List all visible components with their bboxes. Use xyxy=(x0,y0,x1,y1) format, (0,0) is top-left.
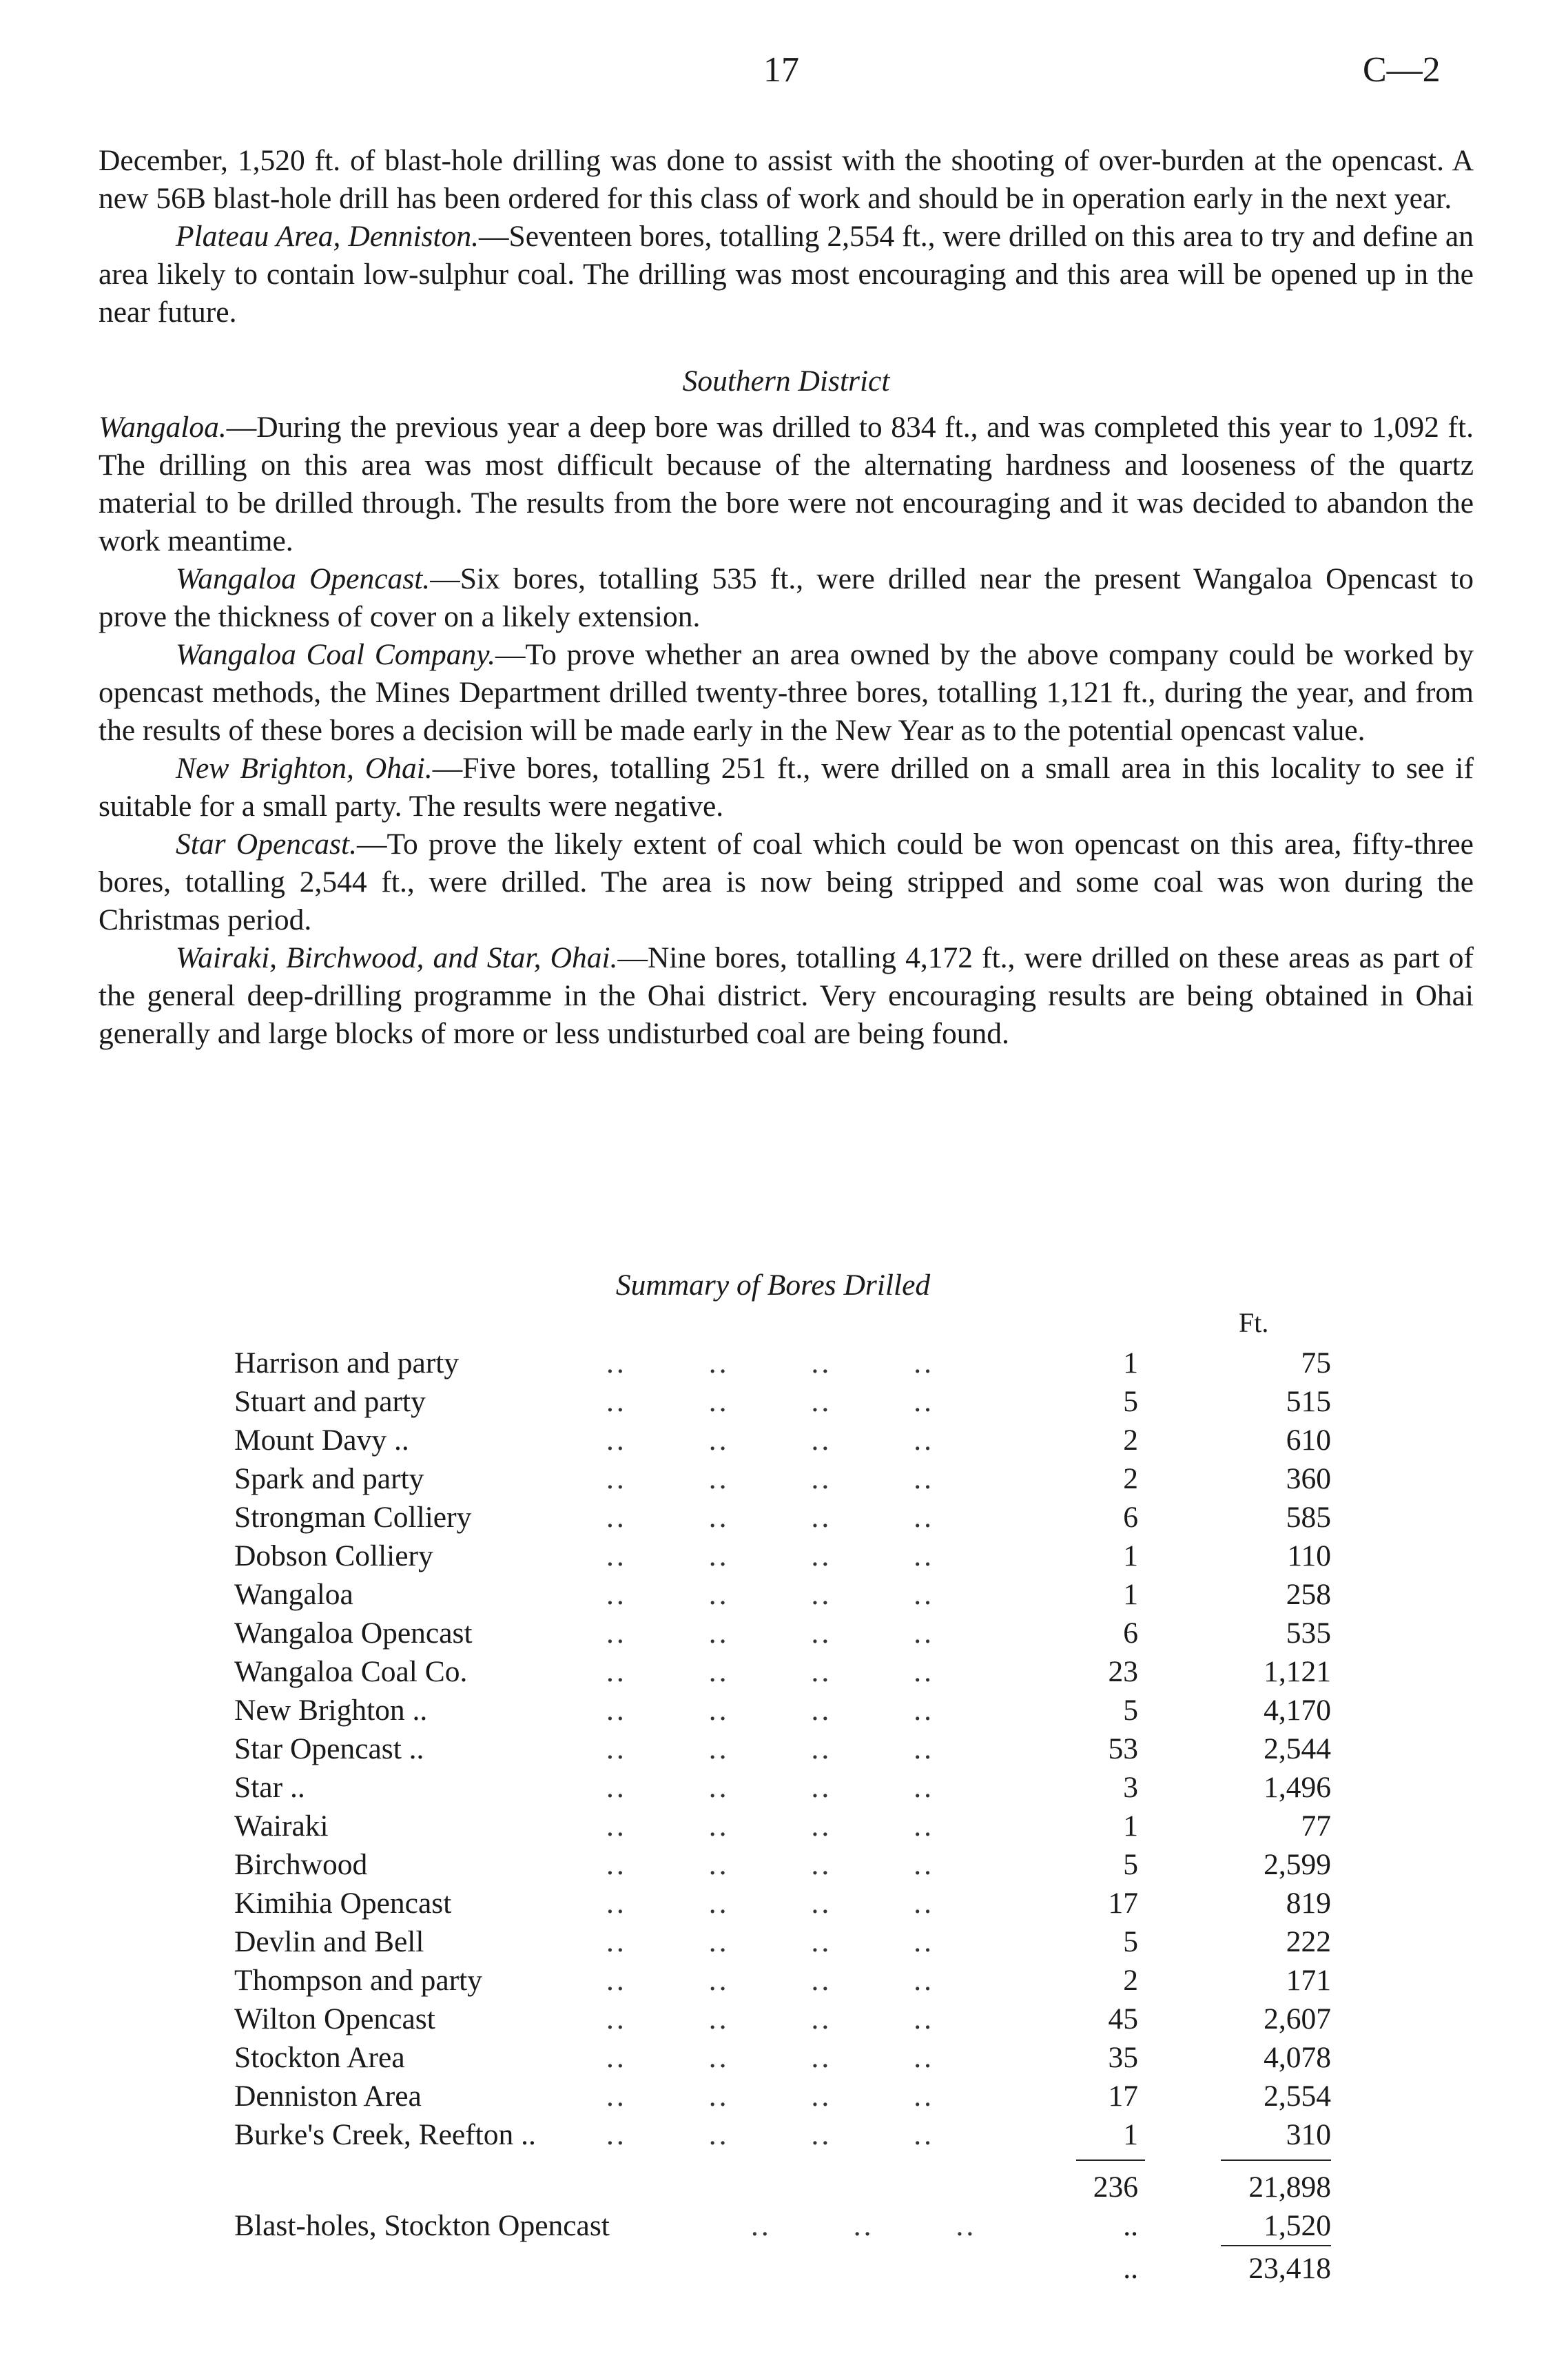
text-plateau: —Seventeen bores, totalling 2,554 ft., were drilled on this area to try and define an area likely to contain low-sulphur coal. The drilling was most encouraging and this area will be opened up in the near future. xyxy=(99,220,1474,329)
row-bores: 17 xyxy=(1108,1887,1138,1920)
row-bores: 1 xyxy=(1123,1346,1138,1379)
blast-holes-label: Blast-holes, Stockton Opencast xyxy=(234,2209,610,2242)
row-leader-dots: .. .. .. .. xyxy=(606,1925,934,1958)
lead-new-brighton: New Brighton, Ohai. xyxy=(176,752,433,785)
row-name: Denniston Area xyxy=(234,2080,422,2113)
row-feet: 310 xyxy=(1286,2118,1331,2151)
subtotal-feet: 21,898 xyxy=(1248,2171,1331,2204)
row-bores: 3 xyxy=(1123,1771,1138,1804)
row-name: Harrison and party xyxy=(234,1346,460,1379)
table-row xyxy=(0,1344,1546,1382)
page-number: 17 xyxy=(763,50,799,90)
row-name: Star Opencast .. xyxy=(234,1732,424,1765)
row-bores: 2 xyxy=(1123,1462,1138,1495)
row-name: Mount Davy .. xyxy=(234,1424,409,1457)
text-wangaloa-coal-company: —To prove whether an area owned by the above company could be worked by opencast methods, the Mines Department drilled twenty-three bores, totalling 1,121 ft., during the year, and from the results of these bores a decision will be made early in the New Year as to the potential opencast value. xyxy=(99,638,1474,747)
row-bores: 1 xyxy=(1123,2118,1138,2151)
row-name: Wilton Opencast xyxy=(234,2002,435,2035)
row-name: Burke's Creek, Reefton .. xyxy=(234,2118,536,2151)
row-feet: 1,121 xyxy=(1264,1655,1331,1688)
paragraph-wangaloa-opencast xyxy=(99,560,1474,636)
table-row xyxy=(0,1807,1546,1845)
heading-southern-district: Southern District xyxy=(682,365,890,398)
paragraph-december: December, 1,520 ft. of blast-hole drilling was done to assist with the shooting of over-burden at the opencast. A new 56B blast-hole drill has been ordered for this class of work and should be in operation early in the next year. xyxy=(99,144,1474,215)
row-bores: 1 xyxy=(1123,1809,1138,1843)
row-name: Devlin and Bell xyxy=(234,1925,424,1958)
row-bores: 53 xyxy=(1108,1732,1138,1765)
table-row xyxy=(0,1575,1546,1614)
row-leader-dots: .. .. .. .. xyxy=(606,1732,934,1765)
row-bores: 6 xyxy=(1123,1617,1138,1650)
row-bores: 5 xyxy=(1123,1694,1138,1727)
row-feet: 4,078 xyxy=(1264,2041,1331,2074)
row-feet: 75 xyxy=(1301,1346,1331,1379)
row-bores: 45 xyxy=(1108,2002,1138,2035)
table-row xyxy=(0,1845,1546,1884)
row-name: Wairaki xyxy=(234,1809,329,1843)
grand-total-feet: 23,418 xyxy=(1248,2252,1331,2285)
row-bores: 2 xyxy=(1123,1964,1138,1997)
table-row xyxy=(0,1961,1546,2000)
row-leader-dots: .. .. .. .. xyxy=(606,1501,934,1534)
row-name: Stockton Area xyxy=(234,2041,405,2074)
table-row xyxy=(0,2000,1546,2038)
row-feet: 819 xyxy=(1286,1887,1331,1920)
subtotal-rule-feet xyxy=(1221,2160,1331,2161)
body-text xyxy=(99,142,1474,1053)
row-name: Wangaloa Opencast xyxy=(234,1617,473,1650)
table-row xyxy=(0,1922,1546,1961)
row-bores: 35 xyxy=(1108,2041,1138,2074)
row-feet: 515 xyxy=(1286,1385,1331,1418)
lead-wairaki: Wairaki, Birchwood, and Star, Ohai. xyxy=(176,941,618,974)
row-feet: 171 xyxy=(1286,1964,1331,1997)
row-feet: 4,170 xyxy=(1264,1694,1331,1727)
table-row xyxy=(0,2115,1546,2154)
table-row xyxy=(0,1652,1546,1691)
row-feet: 258 xyxy=(1286,1578,1331,1611)
blast-holes-bores: .. xyxy=(1123,2209,1138,2242)
lead-wangaloa-opencast: Wangaloa Opencast. xyxy=(176,562,431,595)
paragraph-star-opencast xyxy=(99,825,1474,939)
row-leader-dots: .. .. .. .. xyxy=(606,1346,934,1379)
table-row xyxy=(0,1614,1546,1652)
row-name: New Brighton .. xyxy=(234,1694,428,1727)
row-leader-dots: .. .. .. .. xyxy=(606,1771,934,1804)
row-name: Dobson Colliery xyxy=(234,1539,433,1572)
row-feet: 77 xyxy=(1301,1809,1331,1843)
row-feet: 222 xyxy=(1286,1925,1331,1958)
row-feet: 2,544 xyxy=(1264,1732,1331,1765)
subtotal-bores: 236 xyxy=(1093,2171,1138,2204)
blast-holes-feet: 1,520 xyxy=(1264,2209,1331,2242)
row-name: Star .. xyxy=(234,1771,305,1804)
row-name: Wangaloa xyxy=(234,1578,353,1611)
grand-total-bores: .. xyxy=(1123,2252,1138,2285)
text-new-brighton: —Five bores, totalling 251 ft., were drilled on a small area in this locality to see if suitable for a small party. The results were negative. xyxy=(99,752,1474,823)
row-bores: 5 xyxy=(1123,1848,1138,1881)
table-row xyxy=(0,1498,1546,1537)
row-name: Wangaloa Coal Co. xyxy=(234,1655,468,1688)
row-name: Stuart and party xyxy=(234,1385,426,1418)
lead-wangaloa-coal-company: Wangaloa Coal Company. xyxy=(176,638,496,671)
blast-holes-leader: .. .. .. xyxy=(751,2209,977,2242)
row-leader-dots: .. .. .. .. xyxy=(606,1424,934,1457)
paragraph-new-brighton xyxy=(99,750,1474,825)
row-leader-dots: .. .. .. .. xyxy=(606,1809,934,1843)
row-feet: 1,496 xyxy=(1264,1771,1331,1804)
row-feet: 360 xyxy=(1286,1462,1331,1495)
row-bores: 6 xyxy=(1123,1501,1138,1534)
table-row xyxy=(0,1884,1546,1922)
row-leader-dots: .. .. .. .. xyxy=(606,2002,934,2035)
row-bores: 1 xyxy=(1123,1539,1138,1572)
row-bores: 5 xyxy=(1123,1385,1138,1418)
row-leader-dots: .. .. .. .. xyxy=(606,1385,934,1418)
row-feet: 2,607 xyxy=(1264,2002,1331,2035)
row-name: Birchwood xyxy=(234,1848,368,1881)
row-leader-dots: .. .. .. .. xyxy=(606,1655,934,1688)
row-leader-dots: .. .. .. .. xyxy=(606,1539,934,1572)
lead-plateau: Plateau Area, Denniston. xyxy=(176,220,480,253)
row-name: Strongman Colliery xyxy=(234,1501,472,1534)
row-name: Thompson and party xyxy=(234,1964,483,1997)
row-feet: 2,599 xyxy=(1264,1848,1331,1881)
text-wangaloa-opencast: —Six bores, totalling 535 ft., were drilled near the present Wangaloa Opencast to prove the thickness of cover on a likely extension. xyxy=(99,562,1474,633)
row-feet: 2,554 xyxy=(1264,2080,1331,2113)
row-leader-dots: .. .. .. .. xyxy=(606,1887,934,1920)
table-row xyxy=(0,1730,1546,1768)
table-row xyxy=(0,1537,1546,1575)
bores-table xyxy=(0,1344,1546,2154)
row-leader-dots: .. .. .. .. xyxy=(606,1964,934,1997)
row-name: Spark and party xyxy=(234,1462,424,1495)
paragraph-wairaki xyxy=(99,939,1474,1053)
row-bores: 1 xyxy=(1123,1578,1138,1611)
row-leader-dots: .. .. .. .. xyxy=(606,1462,934,1495)
row-leader-dots: .. .. .. .. xyxy=(606,2080,934,2113)
row-feet: 535 xyxy=(1286,1617,1331,1650)
page-header xyxy=(0,50,1546,98)
table-row xyxy=(0,1691,1546,1730)
row-feet: 110 xyxy=(1287,1539,1331,1572)
subtotal-rule-bores xyxy=(1076,2160,1145,2161)
row-leader-dots: .. .. .. .. xyxy=(606,1694,934,1727)
table-row xyxy=(0,2077,1546,2115)
row-leader-dots: .. .. .. .. xyxy=(606,2118,934,2151)
table-row xyxy=(0,1768,1546,1807)
row-leader-dots: .. .. .. .. xyxy=(606,1617,934,1650)
row-feet: 585 xyxy=(1286,1501,1331,1534)
row-leader-dots: .. .. .. .. xyxy=(606,1848,934,1881)
row-bores: 5 xyxy=(1123,1925,1138,1958)
table-row xyxy=(0,1459,1546,1498)
grand-total-rule-feet xyxy=(1221,2245,1331,2246)
paragraph-wangaloa xyxy=(99,409,1474,560)
lead-star-opencast: Star Opencast. xyxy=(176,828,357,861)
row-bores: 2 xyxy=(1123,1424,1138,1457)
lead-wangaloa: Wangaloa. xyxy=(99,411,227,444)
feet-column-header: Ft. xyxy=(1239,1307,1269,1338)
table-row xyxy=(0,1421,1546,1459)
row-bores: 23 xyxy=(1108,1655,1138,1688)
text-star-opencast: —To prove the likely extent of coal which could be won opencast on this area, fifty-three bores, totalling 2,544 ft., were drilled. The area is now being stripped and some coal was won during the Christmas period. xyxy=(99,828,1474,936)
row-leader-dots: .. .. .. .. xyxy=(606,1578,934,1611)
paragraph-plateau xyxy=(99,218,1474,331)
document-reference: C—2 xyxy=(1363,50,1441,90)
row-bores: 17 xyxy=(1108,2080,1138,2113)
row-name: Kimihia Opencast xyxy=(234,1887,452,1920)
table-title: Summary of Bores Drilled xyxy=(615,1269,931,1302)
row-feet: 610 xyxy=(1286,1424,1331,1457)
row-leader-dots: .. .. .. .. xyxy=(606,2041,934,2074)
table-row xyxy=(0,2038,1546,2077)
text-wairaki: —Nine bores, totalling 4,172 ft., were drilled on these areas as part of the general deep-drilling programme in the Ohai district. Very encouraging results are being obtained in Ohai generally and large blocks of more or less undisturbed coal are being found. xyxy=(99,941,1474,1050)
table-row xyxy=(0,1382,1546,1421)
paragraph-wangaloa-coal-company xyxy=(99,636,1474,750)
text-wangaloa: —During the previous year a deep bore was drilled to 834 ft., and was completed this year to 1,092 ft. The drilling on this area was most difficult because of the alternating hardness and looseness of the quartz material to be drilled through. The results from the bore were not encouraging and it was decided to abandon the work meantime. xyxy=(99,411,1474,557)
